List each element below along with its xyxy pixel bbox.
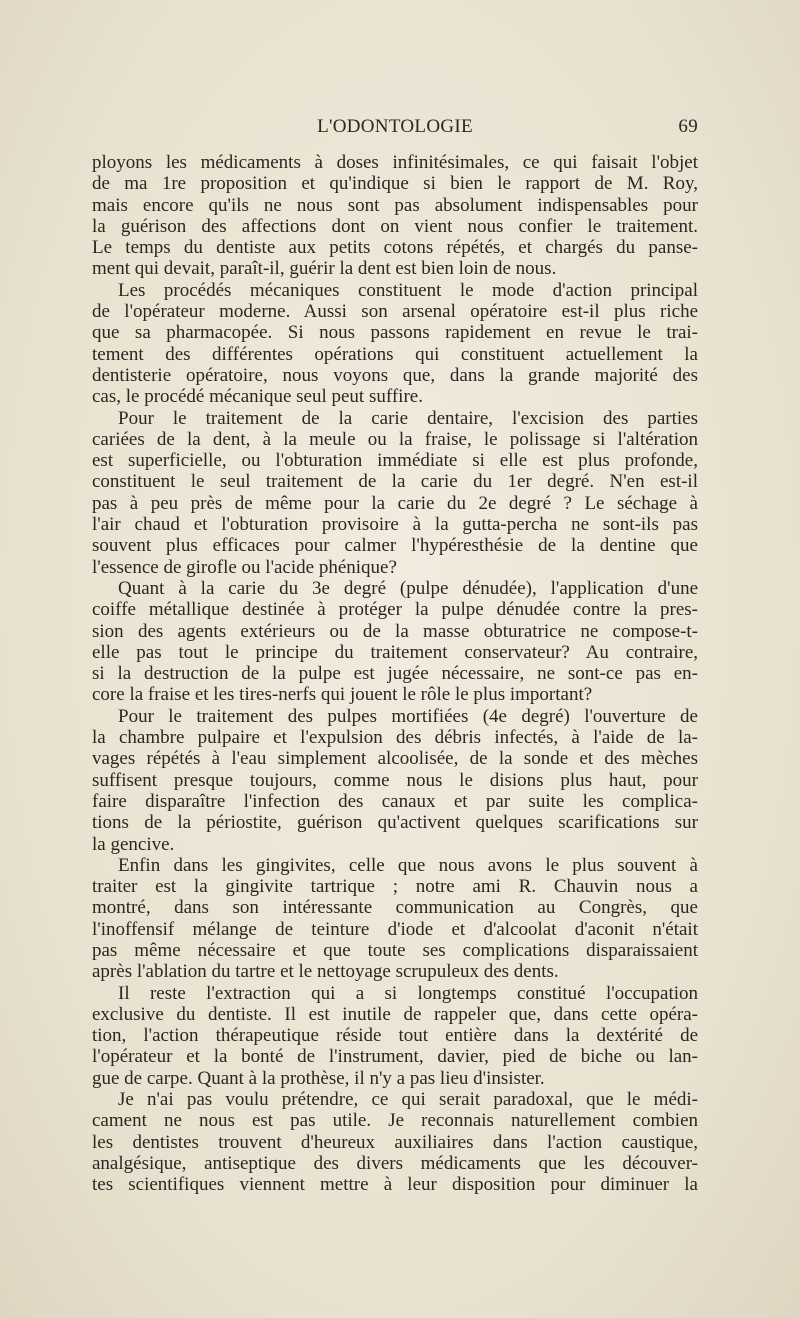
text-line: faire disparaître l'infection des canaux et par suite les complica- — [92, 790, 698, 812]
text-line: mais encore qu'ils ne nous sont pas absolument indispensables pour — [92, 194, 698, 216]
text-line: l'inoffensif mélange de teinture d'iode et d'alcoolat d'aconit n'était — [92, 918, 698, 940]
text-line: Quant à la carie du 3e degré (pulpe dénudée), l'application d'une — [118, 577, 698, 599]
text-line: l'air chaud et l'obturation provisoire à la gutta-percha ne sont-ils pas — [92, 514, 698, 536]
text-line: cariées de la dent, à la meule ou la fraise, le polissage si l'altération — [92, 428, 698, 450]
text-line: pas même nécessaire et que toute ses complications disparaissaient — [92, 939, 698, 961]
text-line: Pour le traitement des pulpes mortifiées (4e degré) l'ouverture de — [118, 705, 698, 727]
text-line: tement des différentes opérations qui constituent actuellement la — [92, 343, 698, 365]
text-line: Pour le traitement de la carie dentaire, l'excision des parties — [118, 407, 698, 429]
text-line: Enfin dans les gingivites, celle que nous avons le plus souvent à — [118, 854, 698, 876]
text-line: suffisent presque toujours, comme nous le disions plus haut, pour — [92, 769, 698, 791]
text-line: traiter est la gingivite tartrique ; notre ami R. Chauvin nous a — [92, 876, 698, 898]
text-line: cas, le procédé mécanique seul peut suffire. — [92, 386, 423, 408]
text-line: après l'ablation du tartre et le nettoyage scrupuleux des dents. — [92, 961, 559, 983]
text-line: est superficielle, ou l'obturation immédiate si elle est plus profonde, — [92, 450, 698, 472]
text-line: exclusive du dentiste. Il est inutile de rappeler que, dans cette opéra- — [92, 1003, 698, 1025]
text-line: les dentistes trouvent d'heureux auxiliaires dans l'action caustique, — [92, 1131, 698, 1153]
text-line: cament ne nous est pas utile. Je reconnais naturellement combien — [92, 1110, 698, 1132]
text-line: montré, dans son intéressante communication au Congrès, que — [92, 897, 698, 919]
text-line: Les procédés mécaniques constituent le mode d'action principal — [118, 279, 698, 301]
text-line: ployons les médicaments à doses infinitésimales, ce qui faisait l'objet — [92, 152, 698, 173]
text-line: de ma 1re proposition et qu'indique si bien le rapport de M. Roy, — [92, 173, 698, 195]
text-line: Je n'ai pas voulu prétendre, ce qui serait paradoxal, que le médi- — [118, 1089, 698, 1111]
page-number: 69 — [678, 116, 698, 137]
text-line: constituent le seul traitement de la carie du 1er degré. N'en est-il — [92, 471, 698, 493]
text-line: que sa pharmacopée. Si nous passons rapidement en revue le trai- — [92, 322, 698, 344]
text-line: la guérison des affections dont on vient nous confier le traitement. — [92, 215, 698, 237]
text-line: tes scientifiques viennent mettre à leur disposition pour diminuer la — [92, 1174, 698, 1196]
text-line: dentisterie opératoire, nous voyons que, dans la grande majorité des — [92, 364, 698, 386]
text-line: tions de la périostite, guérison qu'activent quelques scarifications sur — [92, 812, 698, 834]
text-line: si la destruction de la pulpe est jugée nécessaire, ne sont-ce pas en- — [92, 663, 698, 685]
text-line: elle pas tout le principe du traitement conservateur? Au contraire, — [92, 641, 698, 663]
text-line: Le temps du dentiste aux petits cotons répétés, et chargés du panse- — [92, 237, 698, 259]
text-line: l'essence de girofle ou l'acide phénique? — [92, 556, 397, 578]
body-text — [92, 152, 698, 1196]
text-line: la gencive. — [92, 833, 175, 855]
page-header — [92, 116, 698, 138]
text-line: tion, l'action thérapeutique réside tout entière dans la dextérité de — [92, 1025, 698, 1047]
text-line: l'opérateur et la bonté de l'instrument, davier, pied de biche ou lan- — [92, 1046, 698, 1068]
text-line: sion des agents extérieurs ou de la masse obturatrice ne compose-t- — [92, 620, 698, 642]
running-title: L'ODONTOLOGIE — [317, 116, 473, 137]
text-line: core la fraise et les tires-nerfs qui jouent le rôle le plus important? — [92, 684, 593, 706]
text-line: coiffe métallique destinée à protéger la pulpe dénudée contre la pres- — [92, 599, 698, 621]
text-line: vages répétés à l'eau simplement alcoolisée, de la sonde et des mèches — [92, 748, 698, 770]
text-line: la chambre pulpaire et l'expulsion des débris infectés, à l'aide de la- — [92, 727, 698, 749]
text-line: souvent plus efficaces pour calmer l'hypéresthésie de la dentine que — [92, 535, 698, 557]
text-line: gue de carpe. Quant à la prothèse, il n'y a pas lieu d'insister. — [92, 1067, 545, 1089]
text-line: Il reste l'extraction qui a si longtemps constitué l'occupation — [118, 982, 698, 1004]
text-line: ment qui devait, paraît-il, guérir la dent est bien loin de nous. — [92, 258, 557, 280]
text-line: analgésique, antiseptique des divers médicaments que les découver- — [92, 1152, 698, 1174]
text-line: pas à peu près de même pour la carie du 2e degré ? Le séchage à — [92, 492, 698, 514]
text-line: de l'opérateur moderne. Aussi son arsenal opératoire est-il plus riche — [92, 301, 698, 323]
